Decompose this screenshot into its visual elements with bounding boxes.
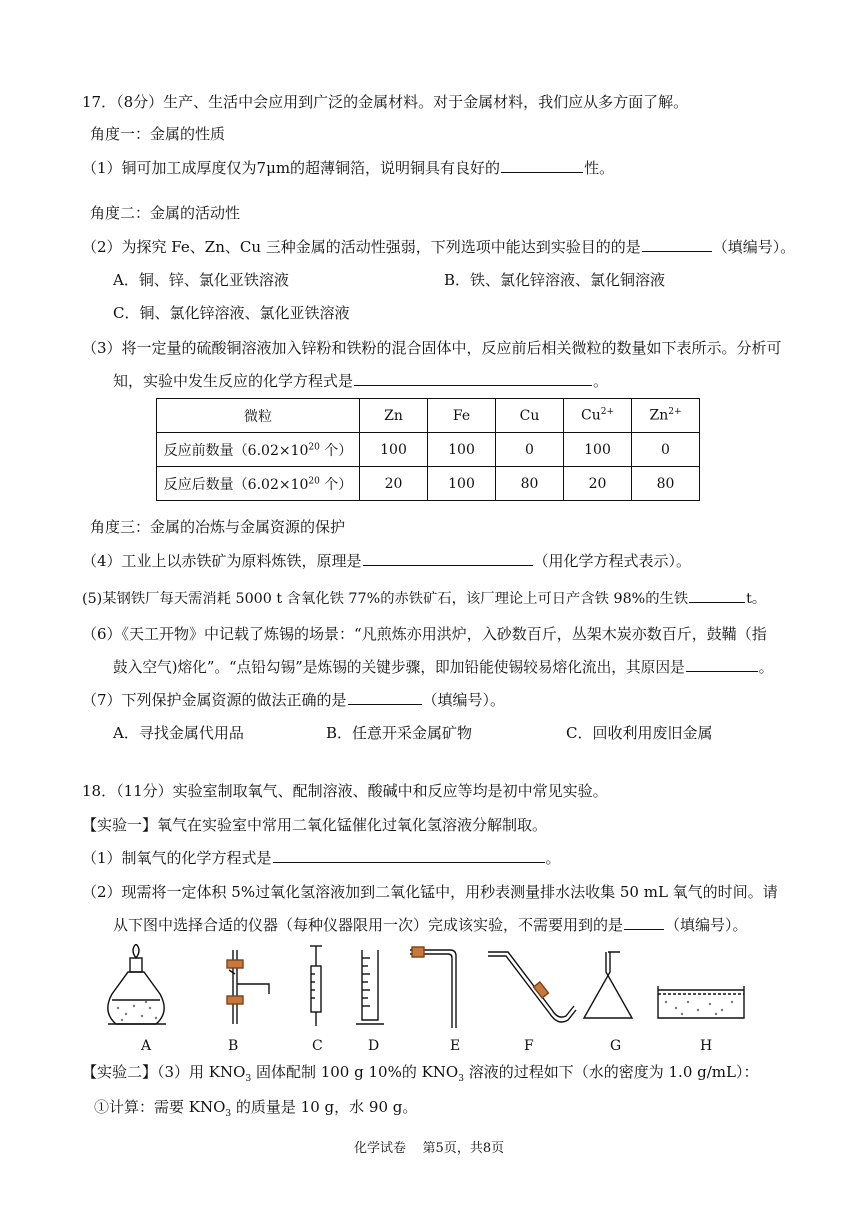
alcohol-lamp-icon [108, 944, 166, 1024]
answer-blank[interactable] [686, 657, 758, 672]
apparatus-label: A [141, 1038, 152, 1054]
table-cell: 80 [632, 467, 700, 501]
table-header-fe: Fe [428, 399, 496, 433]
q17-option-a: A．铜、锌、氯化亚铁溶液 [113, 271, 289, 289]
q17-part5 [82, 588, 766, 609]
q17-part2 [82, 237, 795, 257]
q17-part5-text: (5)某钢铁厂每天需消耗 5000 t 含氧化铁 77%的赤铁矿石，该厂理论上可日产含铁 98%的生铁 [82, 591, 689, 607]
bent-tube-icon [410, 947, 456, 1028]
answer-blank[interactable] [642, 237, 712, 252]
water-trough-icon [658, 986, 744, 1018]
q17-option-c: C．铜、氯化锌溶液、氯化亚铁溶液 [113, 304, 350, 322]
q18-intro: 18．（11分）实验室制取氧气、配制溶液、酸碱中和反应等均是初中常见实验。 [82, 782, 608, 800]
q17-p7-option-a: A．寻找金属代用品 [113, 724, 244, 742]
q18-part2-line2 [113, 915, 748, 935]
q17-intro: 17．（8分）生产、生活中会应用到广泛的金属材料。对于金属材料，我们应从多方面了解。 [82, 93, 689, 111]
q17-part3-line1: （3）将一定量的硫酸铜溶液加入锌粉和铁粉的混合固体中，反应前后相关微粒的数量如下表所示。分析可 [82, 339, 782, 357]
q18-experiment1: 【实验一】氧气在实验室中常用二氧化锰催化过氧化氢溶液分解制取。 [82, 816, 548, 834]
q17-part4 [82, 551, 691, 571]
zn-ion-base: Zn [649, 407, 669, 424]
delivery-tube-icon [488, 952, 576, 1022]
table-header-zn2plus [632, 399, 700, 433]
q17-part7-tail: （填编号）。 [422, 691, 506, 709]
row-label-unit: 个） [319, 476, 353, 493]
table-row [157, 433, 700, 467]
stoppered-tube-icon [227, 950, 269, 1024]
row-label-before [157, 433, 360, 467]
table-cell: 20 [360, 467, 428, 501]
q17-part7 [82, 690, 505, 710]
answer-blank[interactable] [273, 848, 545, 863]
q18-part1-tail: 。 [545, 849, 561, 867]
table-header-cu: Cu [496, 399, 564, 433]
table-cell: 80 [496, 467, 564, 501]
table-cell: 100 [428, 467, 496, 501]
exp2-sub: 3 [458, 1074, 464, 1084]
table-cell: 100 [564, 433, 632, 467]
answer-blank[interactable] [354, 371, 592, 386]
q17-angle2: 角度二：金属的活动性 [90, 204, 241, 222]
step1-sub: 3 [225, 1109, 232, 1119]
answer-blank[interactable] [348, 690, 422, 705]
table-header-zn: Zn [360, 399, 428, 433]
cu-ion-charge: 2+ [600, 407, 614, 418]
table-cell: 0 [496, 433, 564, 467]
answer-blank[interactable] [624, 915, 664, 930]
q17-p7-option-c: C．回收利用废旧金属 [566, 724, 713, 742]
q17-angle1: 角度一：金属的性质 [90, 125, 226, 143]
table-header-row [157, 399, 700, 433]
lab-apparatus-figure [98, 944, 778, 1036]
cu-ion-base: Cu [580, 407, 601, 424]
table-header-cu2plus [564, 399, 632, 433]
exp2-text-a: 【实验二】（3）用 KNO [82, 1063, 246, 1081]
q18-part2-text: 从下图中选择合适的仪器（每种仪器限用一次）完成该实验，不需要用到的是 [113, 916, 624, 934]
footer-subject: 化学试卷 [354, 1141, 407, 1156]
table-row [157, 467, 700, 501]
table-header-particle: 微粒 [157, 399, 360, 433]
q17-part5-tail: t。 [746, 591, 767, 607]
zn-ion-charge: 2+ [668, 407, 682, 418]
q17-part3-tail: 。 [593, 372, 609, 390]
q17-part1-tail: 性。 [584, 159, 615, 177]
apparatus-label: E [450, 1038, 461, 1054]
table-cell: 100 [428, 433, 496, 467]
syringe-icon [310, 946, 322, 1026]
q17-part7-text: （7）下列保护金属资源的做法正确的是 [82, 691, 347, 709]
apparatus-label: D [368, 1038, 380, 1054]
q17-part4-text: （4）工业上以赤铁矿为原料炼铁，原理是 [82, 552, 362, 570]
q18-part2-tail: （填编号）。 [665, 916, 748, 934]
apparatus-label: B [228, 1038, 239, 1054]
q17-part4-tail: （用化学方程式表示）。 [533, 552, 692, 570]
q17-part2-text: （2）为探究 Fe、Zn、Cu 三种金属的活动性强弱，下列选项中能达到实验目的的是 [82, 238, 641, 256]
q17-part1-text: （1）铜可加工成厚度仅为7μm的超薄铜箔，说明铜具有良好的 [82, 159, 501, 177]
q17-part6-line2 [113, 657, 773, 678]
table-cell: 0 [632, 433, 700, 467]
row-label-exponent: 20 [308, 441, 320, 452]
table-cell: 20 [564, 467, 632, 501]
apparatus-label: G [610, 1038, 622, 1054]
q17-part3-line2 [113, 371, 608, 391]
row-label-after [157, 467, 360, 501]
q17-part2-tail: （填编号）。 [712, 238, 796, 256]
q18-part2-line1: （2）现需将一定体积 5%过氧化氢溶液加到二氧化锰中，用秒表测量排水法收集 50 mL 氧气的时间。请 [82, 883, 778, 901]
row-label-exponent: 20 [308, 475, 320, 486]
apparatus-label: C [312, 1038, 323, 1054]
step1-text-a: ①计算：需要 KNO [94, 1098, 226, 1116]
q18-part1 [82, 848, 561, 868]
apparatus-label: H [700, 1038, 713, 1054]
exp2-text-c: 固体配制 100 g 10%的 KNO [251, 1063, 459, 1081]
exp2-text-e: 溶液的过程如下（水的密度为 1.0 g/mL）： [463, 1063, 759, 1081]
apparatus-label: F [524, 1038, 534, 1054]
answer-blank[interactable] [363, 551, 533, 566]
q17-part6-tail: 。 [758, 659, 774, 676]
q17-part6-line1: （6）《天工开物》中记载了炼锡的场景：“凡煎炼亦用洪炉，入砂数百斤，丛架木炭亦数百斤，鼓鞴（指 [82, 625, 767, 643]
footer-page-number: 第5页，共8页 [422, 1141, 505, 1156]
q18-step1 [94, 1097, 417, 1124]
row-label-text: 反应前数量（6.02×10 [163, 442, 309, 459]
row-label-text: 反应后数量（6.02×10 [163, 476, 309, 493]
graduated-cylinder-icon [356, 950, 384, 1024]
row-label-unit: 个） [319, 442, 353, 459]
exp2-sub: 3 [245, 1074, 252, 1084]
conical-flask-icon [584, 952, 632, 1018]
q17-part6-text: 鼓入空气)熔化”。“点铅勾锡”是炼锡的关键步骤，即加铅能使锡较易熔化流出，其原因是 [113, 659, 685, 676]
q18-part1-text: （1）制氧气的化学方程式是 [82, 849, 272, 867]
answer-blank[interactable] [689, 588, 745, 603]
q18-experiment2 [82, 1062, 758, 1089]
page-footer [354, 1137, 504, 1156]
step1-text-c: 的质量是 10 g，水 90 g。 [231, 1098, 418, 1116]
q17-part1 [82, 158, 614, 178]
answer-blank[interactable] [501, 158, 583, 173]
particle-table [156, 398, 700, 501]
table-cell: 100 [360, 433, 428, 467]
q17-part3-text: 知，实验中发生反应的化学方程式是 [113, 372, 354, 390]
q17-option-b: B．铁、氯化锌溶液、氯化铜溶液 [444, 271, 666, 289]
q17-p7-option-b: B．任意开采金属矿物 [326, 724, 473, 742]
q17-angle3: 角度三：金属的冶炼与金属资源的保护 [90, 518, 346, 536]
